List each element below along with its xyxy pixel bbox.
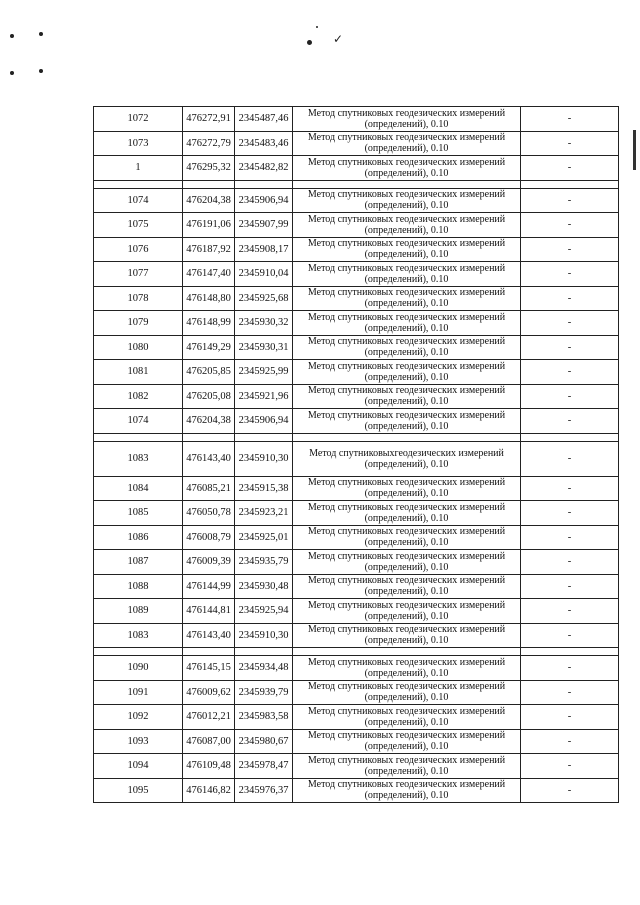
empty-cell xyxy=(521,648,619,656)
table-separator-row xyxy=(94,433,619,441)
y-coordinate-cell: 2345925,94 xyxy=(235,599,293,624)
point-number-cell: 1092 xyxy=(94,705,183,730)
point-number-cell: 1083 xyxy=(94,441,183,476)
y-coordinate-cell: 2345939,79 xyxy=(235,680,293,705)
method-cell: Метод спутниковых геодезических измерений (определений), 0.10 xyxy=(293,754,521,779)
table-row xyxy=(94,574,619,599)
x-coordinate-cell: 476204,38 xyxy=(183,409,235,434)
point-number-cell: 1074 xyxy=(94,188,183,213)
table-row xyxy=(94,550,619,575)
table-row xyxy=(94,656,619,681)
description-cell: - xyxy=(521,550,619,575)
x-coordinate-cell: 476143,40 xyxy=(183,441,235,476)
table-separator-row xyxy=(94,180,619,188)
empty-cell xyxy=(183,180,235,188)
table-row xyxy=(94,107,619,132)
empty-cell xyxy=(94,433,183,441)
description-cell: - xyxy=(521,441,619,476)
method-cell: Метод спутниковых геодезических измерений (определений), 0.10 xyxy=(293,360,521,385)
y-coordinate-cell: 2345983,58 xyxy=(235,705,293,730)
table-row xyxy=(94,311,619,336)
x-coordinate-cell: 476087,00 xyxy=(183,729,235,754)
table-row xyxy=(94,384,619,409)
table-row xyxy=(94,680,619,705)
description-cell: - xyxy=(521,237,619,262)
table-row xyxy=(94,729,619,754)
y-coordinate-cell: 2345907,99 xyxy=(235,213,293,238)
point-number-cell: 1077 xyxy=(94,262,183,287)
point-number-cell: 1 xyxy=(94,156,183,181)
method-cell: Метод спутниковых геодезических измерений (определений), 0.10 xyxy=(293,656,521,681)
scan-speck xyxy=(10,71,14,75)
empty-cell xyxy=(94,180,183,188)
point-number-cell: 1087 xyxy=(94,550,183,575)
description-cell: - xyxy=(521,680,619,705)
table-separator-row xyxy=(94,648,619,656)
description-cell: - xyxy=(521,778,619,803)
point-number-cell: 1082 xyxy=(94,384,183,409)
table-row xyxy=(94,778,619,803)
description-cell: - xyxy=(521,599,619,624)
table-row xyxy=(94,213,619,238)
y-coordinate-cell: 2345906,94 xyxy=(235,188,293,213)
empty-cell xyxy=(183,433,235,441)
y-coordinate-cell: 2345910,04 xyxy=(235,262,293,287)
x-coordinate-cell: 476144,99 xyxy=(183,574,235,599)
table-row xyxy=(94,262,619,287)
description-cell: - xyxy=(521,262,619,287)
y-coordinate-cell: 2345978,47 xyxy=(235,754,293,779)
x-coordinate-cell: 476191,06 xyxy=(183,213,235,238)
point-number-cell: 1076 xyxy=(94,237,183,262)
empty-cell xyxy=(235,180,293,188)
method-cell: Метод спутниковых геодезических измерений (определений), 0.10 xyxy=(293,550,521,575)
empty-cell xyxy=(94,648,183,656)
empty-cell xyxy=(293,648,521,656)
table-row xyxy=(94,286,619,311)
scan-speck xyxy=(39,69,43,73)
y-coordinate-cell: 2345487,46 xyxy=(235,107,293,132)
description-cell: - xyxy=(521,501,619,526)
table-row xyxy=(94,623,619,648)
method-cell: Метод спутниковых геодезических измерений (определений), 0.10 xyxy=(293,335,521,360)
description-cell: - xyxy=(521,656,619,681)
method-cell: Метод спутниковых геодезических измерений (определений), 0.10 xyxy=(293,384,521,409)
y-coordinate-cell: 2345930,31 xyxy=(235,335,293,360)
x-coordinate-cell: 476204,38 xyxy=(183,188,235,213)
table-row xyxy=(94,335,619,360)
y-coordinate-cell: 2345925,99 xyxy=(235,360,293,385)
y-coordinate-cell: 2345910,30 xyxy=(235,623,293,648)
x-coordinate-cell: 476008,79 xyxy=(183,525,235,550)
table-row xyxy=(94,599,619,624)
table-row xyxy=(94,131,619,156)
point-number-cell: 1086 xyxy=(94,525,183,550)
description-cell: - xyxy=(521,476,619,501)
method-cell: Метод спутниковых геодезических измерений (определений), 0.10 xyxy=(293,476,521,501)
method-cell: Метод спутниковых геодезических измерений (определений), 0.10 xyxy=(293,501,521,526)
method-cell: Метод спутниковых геодезических измерений (определений), 0.10 xyxy=(293,311,521,336)
x-coordinate-cell: 476085,21 xyxy=(183,476,235,501)
x-coordinate-cell: 476109,48 xyxy=(183,754,235,779)
empty-cell xyxy=(293,433,521,441)
point-number-cell: 1075 xyxy=(94,213,183,238)
y-coordinate-cell: 2345934,48 xyxy=(235,656,293,681)
description-cell: - xyxy=(521,286,619,311)
table-row xyxy=(94,156,619,181)
description-cell: - xyxy=(521,754,619,779)
x-coordinate-cell: 476009,39 xyxy=(183,550,235,575)
method-cell: Метод спутниковых геодезических измерений (определений), 0.10 xyxy=(293,525,521,550)
method-cell: Метод спутниковых геодезических измерений (определений), 0.10 xyxy=(293,107,521,132)
method-cell: Метод спутниковыхгеодезических измерений (определений), 0.10 xyxy=(293,441,521,476)
y-coordinate-cell: 2345483,46 xyxy=(235,131,293,156)
description-cell: - xyxy=(521,360,619,385)
x-coordinate-cell: 476149,29 xyxy=(183,335,235,360)
empty-cell xyxy=(235,648,293,656)
scan-speck xyxy=(39,32,43,36)
x-coordinate-cell: 476148,80 xyxy=(183,286,235,311)
point-number-cell: 1093 xyxy=(94,729,183,754)
description-cell: - xyxy=(521,409,619,434)
description-cell: - xyxy=(521,213,619,238)
coordinates-table xyxy=(93,106,619,803)
scan-edge-line xyxy=(633,130,636,170)
method-cell: Метод спутниковых геодезических измерений (определений), 0.10 xyxy=(293,729,521,754)
scan-speck xyxy=(10,34,14,38)
x-coordinate-cell: 476295,32 xyxy=(183,156,235,181)
empty-cell xyxy=(183,648,235,656)
description-cell: - xyxy=(521,729,619,754)
y-coordinate-cell: 2345482,82 xyxy=(235,156,293,181)
empty-cell xyxy=(235,433,293,441)
x-coordinate-cell: 476205,08 xyxy=(183,384,235,409)
x-coordinate-cell: 476009,62 xyxy=(183,680,235,705)
table-row xyxy=(94,754,619,779)
y-coordinate-cell: 2345925,01 xyxy=(235,525,293,550)
table-row xyxy=(94,360,619,385)
x-coordinate-cell: 476146,82 xyxy=(183,778,235,803)
scan-speck xyxy=(316,26,318,28)
method-cell: Метод спутниковых геодезических измерений (определений), 0.10 xyxy=(293,156,521,181)
point-number-cell: 1073 xyxy=(94,131,183,156)
method-cell: Метод спутниковых геодезических измерений (определений), 0.10 xyxy=(293,623,521,648)
x-coordinate-cell: 476205,85 xyxy=(183,360,235,385)
x-coordinate-cell: 476012,21 xyxy=(183,705,235,730)
y-coordinate-cell: 2345925,68 xyxy=(235,286,293,311)
point-number-cell: 1084 xyxy=(94,476,183,501)
method-cell: Метод спутниковых геодезических измерений (определений), 0.10 xyxy=(293,680,521,705)
y-coordinate-cell: 2345976,37 xyxy=(235,778,293,803)
method-cell: Метод спутниковых геодезических измерений (определений), 0.10 xyxy=(293,262,521,287)
x-coordinate-cell: 476145,15 xyxy=(183,656,235,681)
point-number-cell: 1088 xyxy=(94,574,183,599)
point-number-cell: 1080 xyxy=(94,335,183,360)
coordinates-table-body xyxy=(94,107,619,803)
method-cell: Метод спутниковых геодезических измерений (определений), 0.10 xyxy=(293,409,521,434)
description-cell: - xyxy=(521,705,619,730)
point-number-cell: 1090 xyxy=(94,656,183,681)
point-number-cell: 1072 xyxy=(94,107,183,132)
x-coordinate-cell: 476143,40 xyxy=(183,623,235,648)
x-coordinate-cell: 476187,92 xyxy=(183,237,235,262)
method-cell: Метод спутниковых геодезических измерений (определений), 0.10 xyxy=(293,574,521,599)
y-coordinate-cell: 2345980,67 xyxy=(235,729,293,754)
empty-cell xyxy=(521,433,619,441)
method-cell: Метод спутниковых геодезических измерений (определений), 0.10 xyxy=(293,131,521,156)
point-number-cell: 1078 xyxy=(94,286,183,311)
point-number-cell: 1081 xyxy=(94,360,183,385)
point-number-cell: 1094 xyxy=(94,754,183,779)
description-cell: - xyxy=(521,525,619,550)
method-cell: Метод спутниковых геодезических измерений (определений), 0.10 xyxy=(293,188,521,213)
empty-cell xyxy=(521,180,619,188)
x-coordinate-cell: 476050,78 xyxy=(183,501,235,526)
y-coordinate-cell: 2345915,38 xyxy=(235,476,293,501)
x-coordinate-cell: 476272,79 xyxy=(183,131,235,156)
y-coordinate-cell: 2345906,94 xyxy=(235,409,293,434)
table-row xyxy=(94,237,619,262)
x-coordinate-cell: 476147,40 xyxy=(183,262,235,287)
table-row xyxy=(94,705,619,730)
x-coordinate-cell: 476148,99 xyxy=(183,311,235,336)
y-coordinate-cell: 2345908,17 xyxy=(235,237,293,262)
y-coordinate-cell: 2345930,32 xyxy=(235,311,293,336)
method-cell: Метод спутниковых геодезических измерений (определений), 0.10 xyxy=(293,286,521,311)
description-cell: - xyxy=(521,384,619,409)
point-number-cell: 1083 xyxy=(94,623,183,648)
method-cell: Метод спутниковых геодезических измерений (определений), 0.10 xyxy=(293,599,521,624)
point-number-cell: 1095 xyxy=(94,778,183,803)
table-row xyxy=(94,409,619,434)
description-cell: - xyxy=(521,156,619,181)
table-row xyxy=(94,525,619,550)
x-coordinate-cell: 476144,81 xyxy=(183,599,235,624)
table-row xyxy=(94,441,619,476)
table-row xyxy=(94,501,619,526)
y-coordinate-cell: 2345921,96 xyxy=(235,384,293,409)
y-coordinate-cell: 2345923,21 xyxy=(235,501,293,526)
description-cell: - xyxy=(521,188,619,213)
method-cell: Метод спутниковых геодезических измерений (определений), 0.10 xyxy=(293,778,521,803)
point-number-cell: 1089 xyxy=(94,599,183,624)
description-cell: - xyxy=(521,107,619,132)
method-cell: Метод спутниковых геодезических измерений (определений), 0.10 xyxy=(293,237,521,262)
point-number-cell: 1091 xyxy=(94,680,183,705)
method-cell: Метод спутниковых геодезических измерений (определений), 0.10 xyxy=(293,705,521,730)
description-cell: - xyxy=(521,131,619,156)
point-number-cell: 1079 xyxy=(94,311,183,336)
method-cell: Метод спутниковых геодезических измерений (определений), 0.10 xyxy=(293,213,521,238)
description-cell: - xyxy=(521,311,619,336)
y-coordinate-cell: 2345910,30 xyxy=(235,441,293,476)
y-coordinate-cell: 2345935,79 xyxy=(235,550,293,575)
description-cell: - xyxy=(521,335,619,360)
table-row xyxy=(94,188,619,213)
scan-speck xyxy=(307,40,312,45)
x-coordinate-cell: 476272,91 xyxy=(183,107,235,132)
point-number-cell: 1074 xyxy=(94,409,183,434)
description-cell: - xyxy=(521,574,619,599)
table-row xyxy=(94,476,619,501)
y-coordinate-cell: 2345930,48 xyxy=(235,574,293,599)
point-number-cell: 1085 xyxy=(94,501,183,526)
scan-mark: ✓ xyxy=(333,32,344,46)
description-cell: - xyxy=(521,623,619,648)
empty-cell xyxy=(293,180,521,188)
